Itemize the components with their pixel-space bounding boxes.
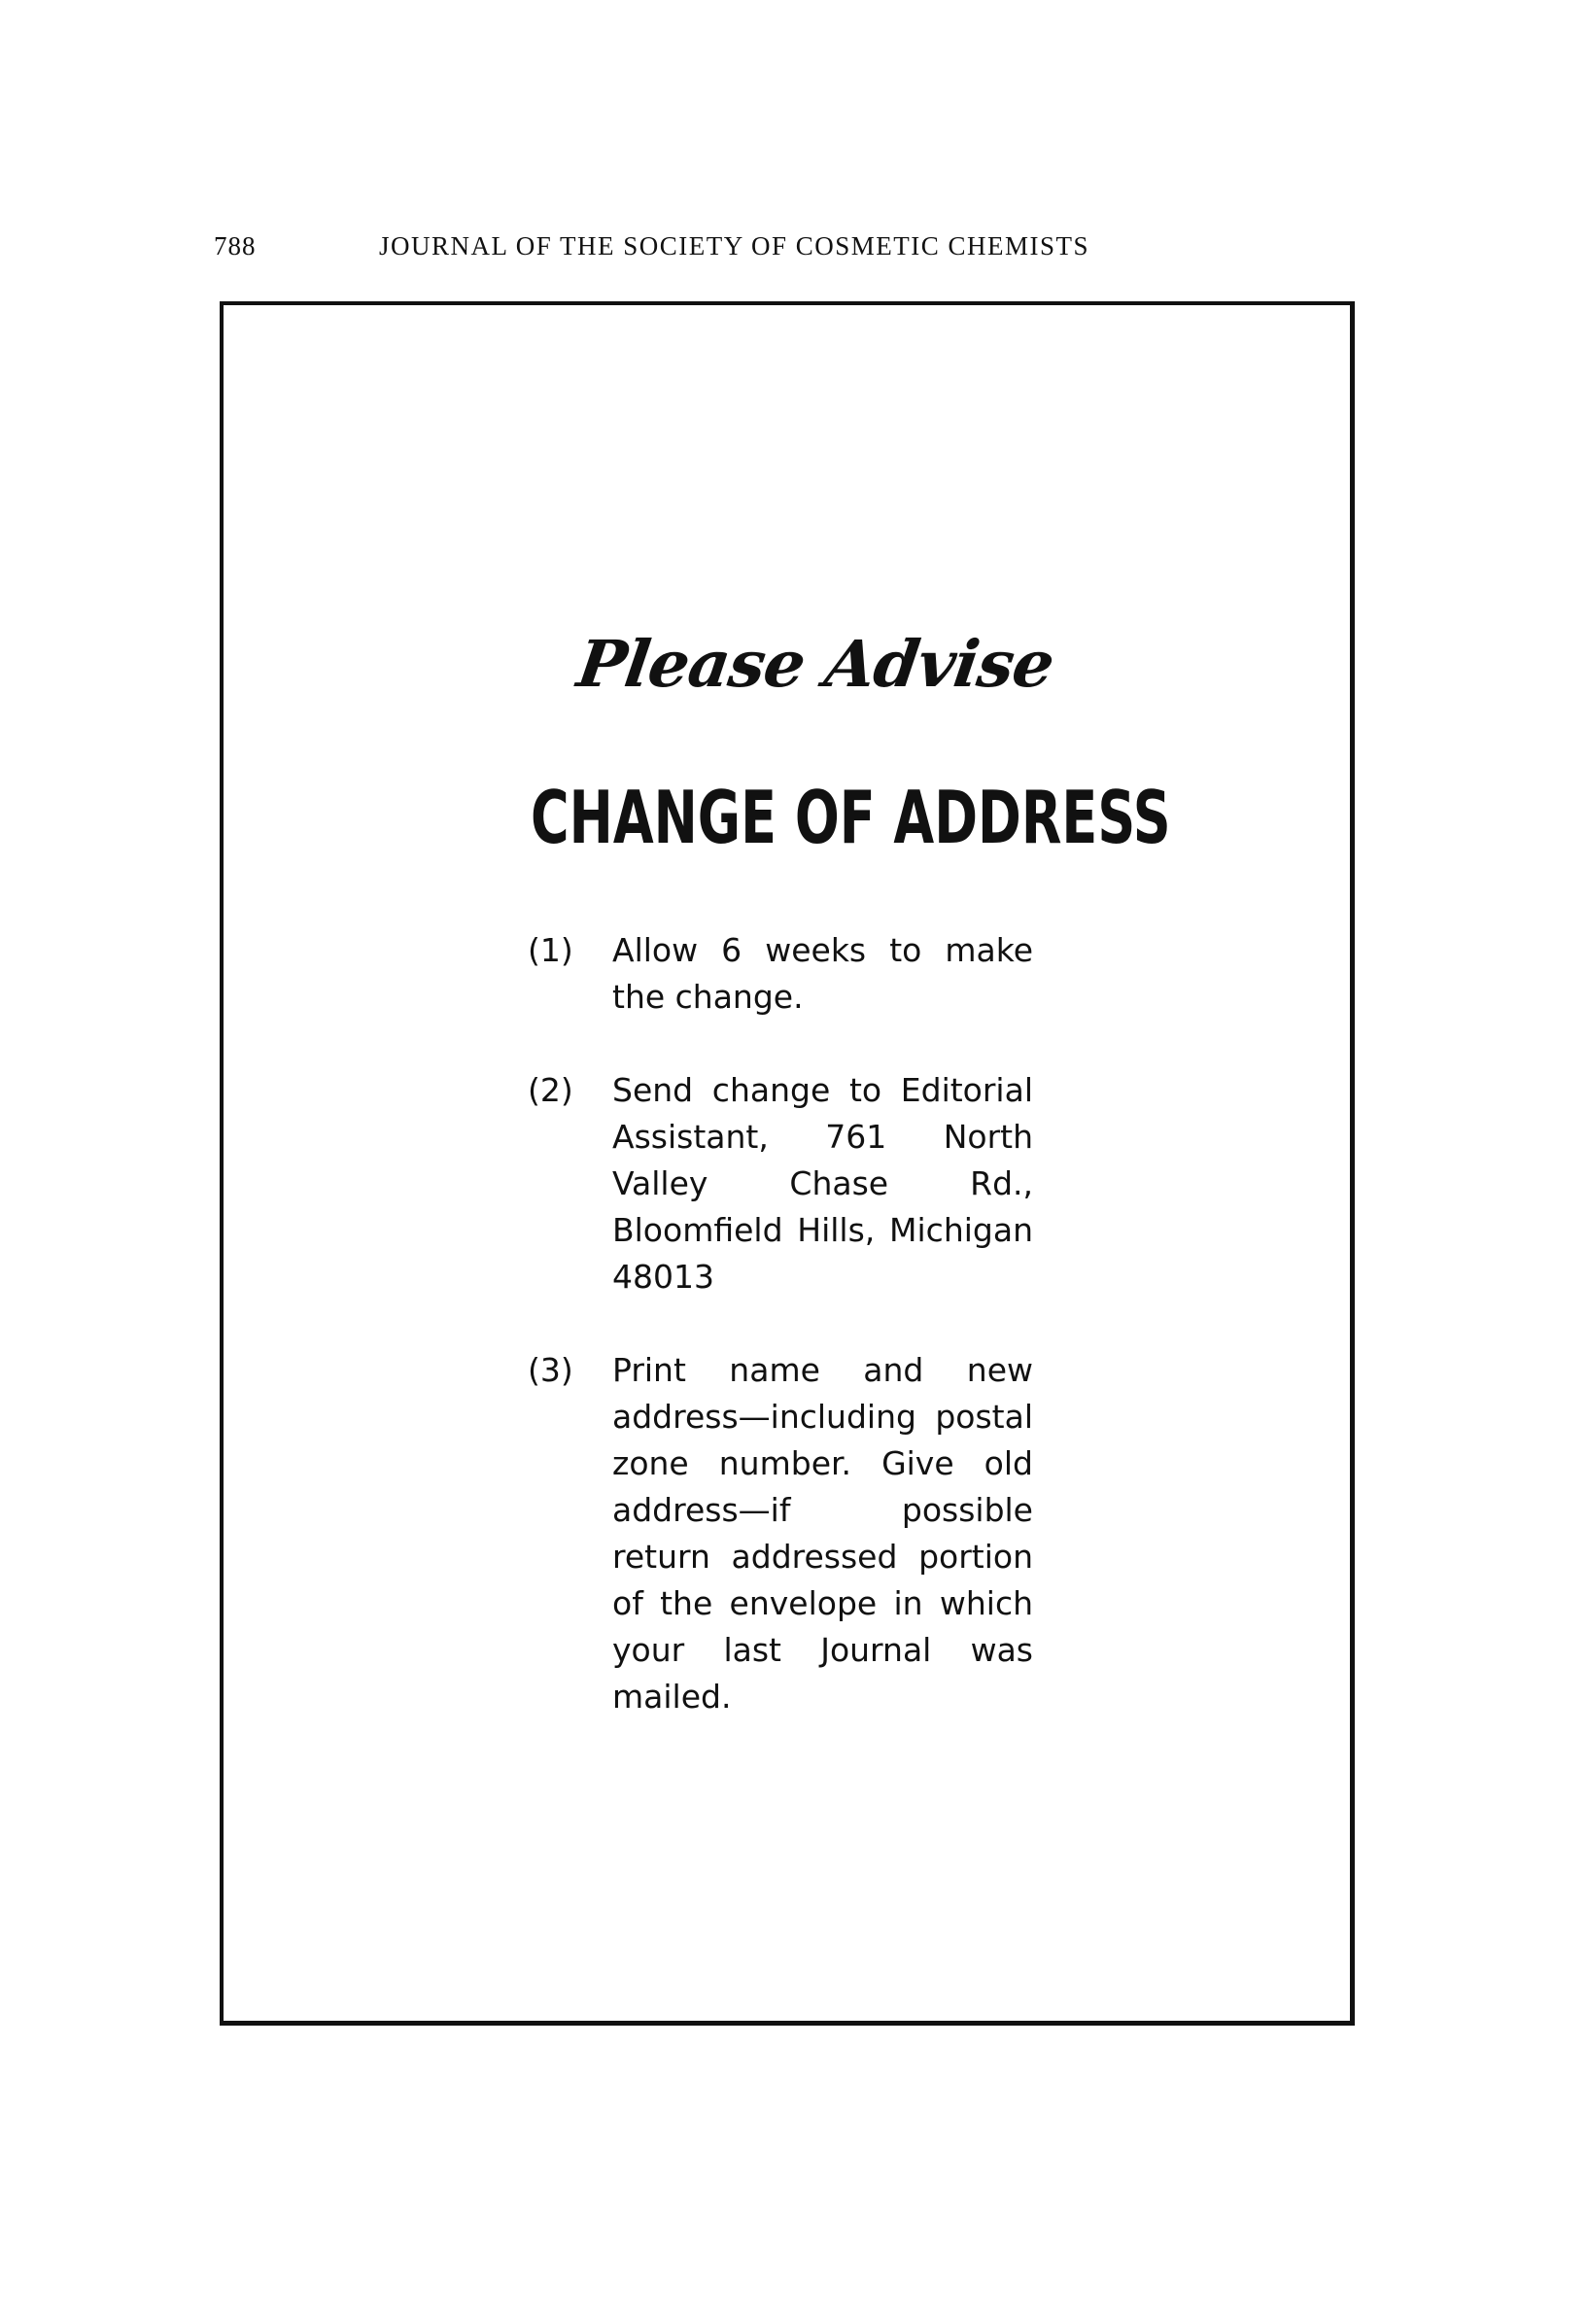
instruction-text: Send change to Editorial Assistant, 761 North Valley Chase Rd., Bloomfield Hills, Michigan 48013 [612, 1071, 1033, 1296]
page-number: 788 [214, 231, 257, 260]
instruction-item [528, 927, 1033, 1021]
page-header [214, 231, 1205, 270]
main-heading: CHANGE OF ADDRESS [531, 776, 1171, 861]
instruction-item [528, 1347, 1033, 1720]
instruction-marker: (2) [528, 1071, 573, 1109]
instruction-item [528, 1067, 1033, 1301]
instruction-marker: (1) [528, 931, 573, 969]
script-title: Please Advise [572, 626, 1058, 702]
notice-box [220, 301, 1355, 2026]
journal-title: JOURNAL OF THE SOCIETY OF COSMETIC CHEMISTS [379, 231, 1090, 260]
instruction-text: Allow 6 weeks to make the change. [612, 931, 1033, 1016]
instruction-text: Print name and new address—including postal zone number. Give old address—if possible return addressed portion of the envelope in which your last Journal was mailed. [612, 1351, 1033, 1716]
instruction-list [528, 927, 1033, 1767]
instruction-marker: (3) [528, 1351, 573, 1389]
